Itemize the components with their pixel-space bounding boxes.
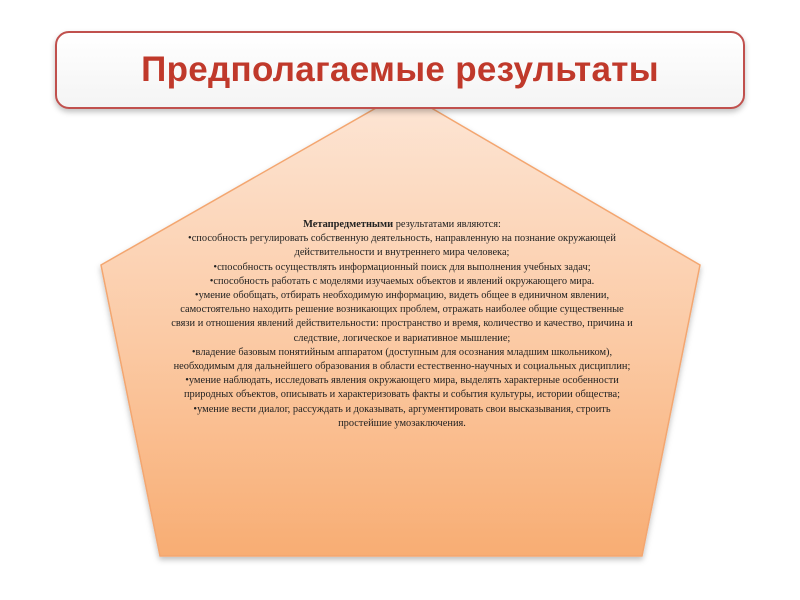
- list-item: • владение базовым понятийным аппаратом (доступным для осознания младшим школьником), необходимым для дальнейшего образования в области естественно-научных и социальных дисциплин;: [168, 346, 636, 374]
- title-box: [55, 31, 745, 109]
- results-heading-bold: Метапредметными: [303, 219, 394, 230]
- list-item: • умение наблюдать, исследовать явления окружающего мира, выделять характерные особенности природных объектов, описывать и характеризовать факты и события культуры, истории общества;: [168, 374, 636, 402]
- list-item: • умение обобщать, отбирать необходимую информацию, видеть общее в единичном явлении, самостоятельно находить решение возникающих проблем, отражать наиболее общие существенные связи и отношения явлений действительности: пространство и время, количество и качество, причина и следствие, логическое и вариативное мышление;: [168, 289, 636, 346]
- list-item: • способность регулировать собственную деятельность, направленную на познание окружающей действительности и внутреннего мира человека;: [168, 232, 636, 260]
- results-list: [168, 232, 636, 431]
- list-item: • способность работать с моделями изучаемых объектов и явлений окружающего мира.: [168, 275, 636, 289]
- list-item: • способность осуществлять информационный поиск для выполнения учебных задач;: [168, 261, 636, 275]
- results-heading-rest: результатами являются:: [393, 219, 501, 230]
- results-heading: [168, 218, 636, 232]
- results-text-block: [168, 218, 636, 431]
- page-title: Предполагаемые результаты: [141, 50, 659, 89]
- list-item: • умение вести диалог, рассуждать и доказывать, аргументировать свои высказывания, строить простейшие умозаключения.: [168, 403, 636, 431]
